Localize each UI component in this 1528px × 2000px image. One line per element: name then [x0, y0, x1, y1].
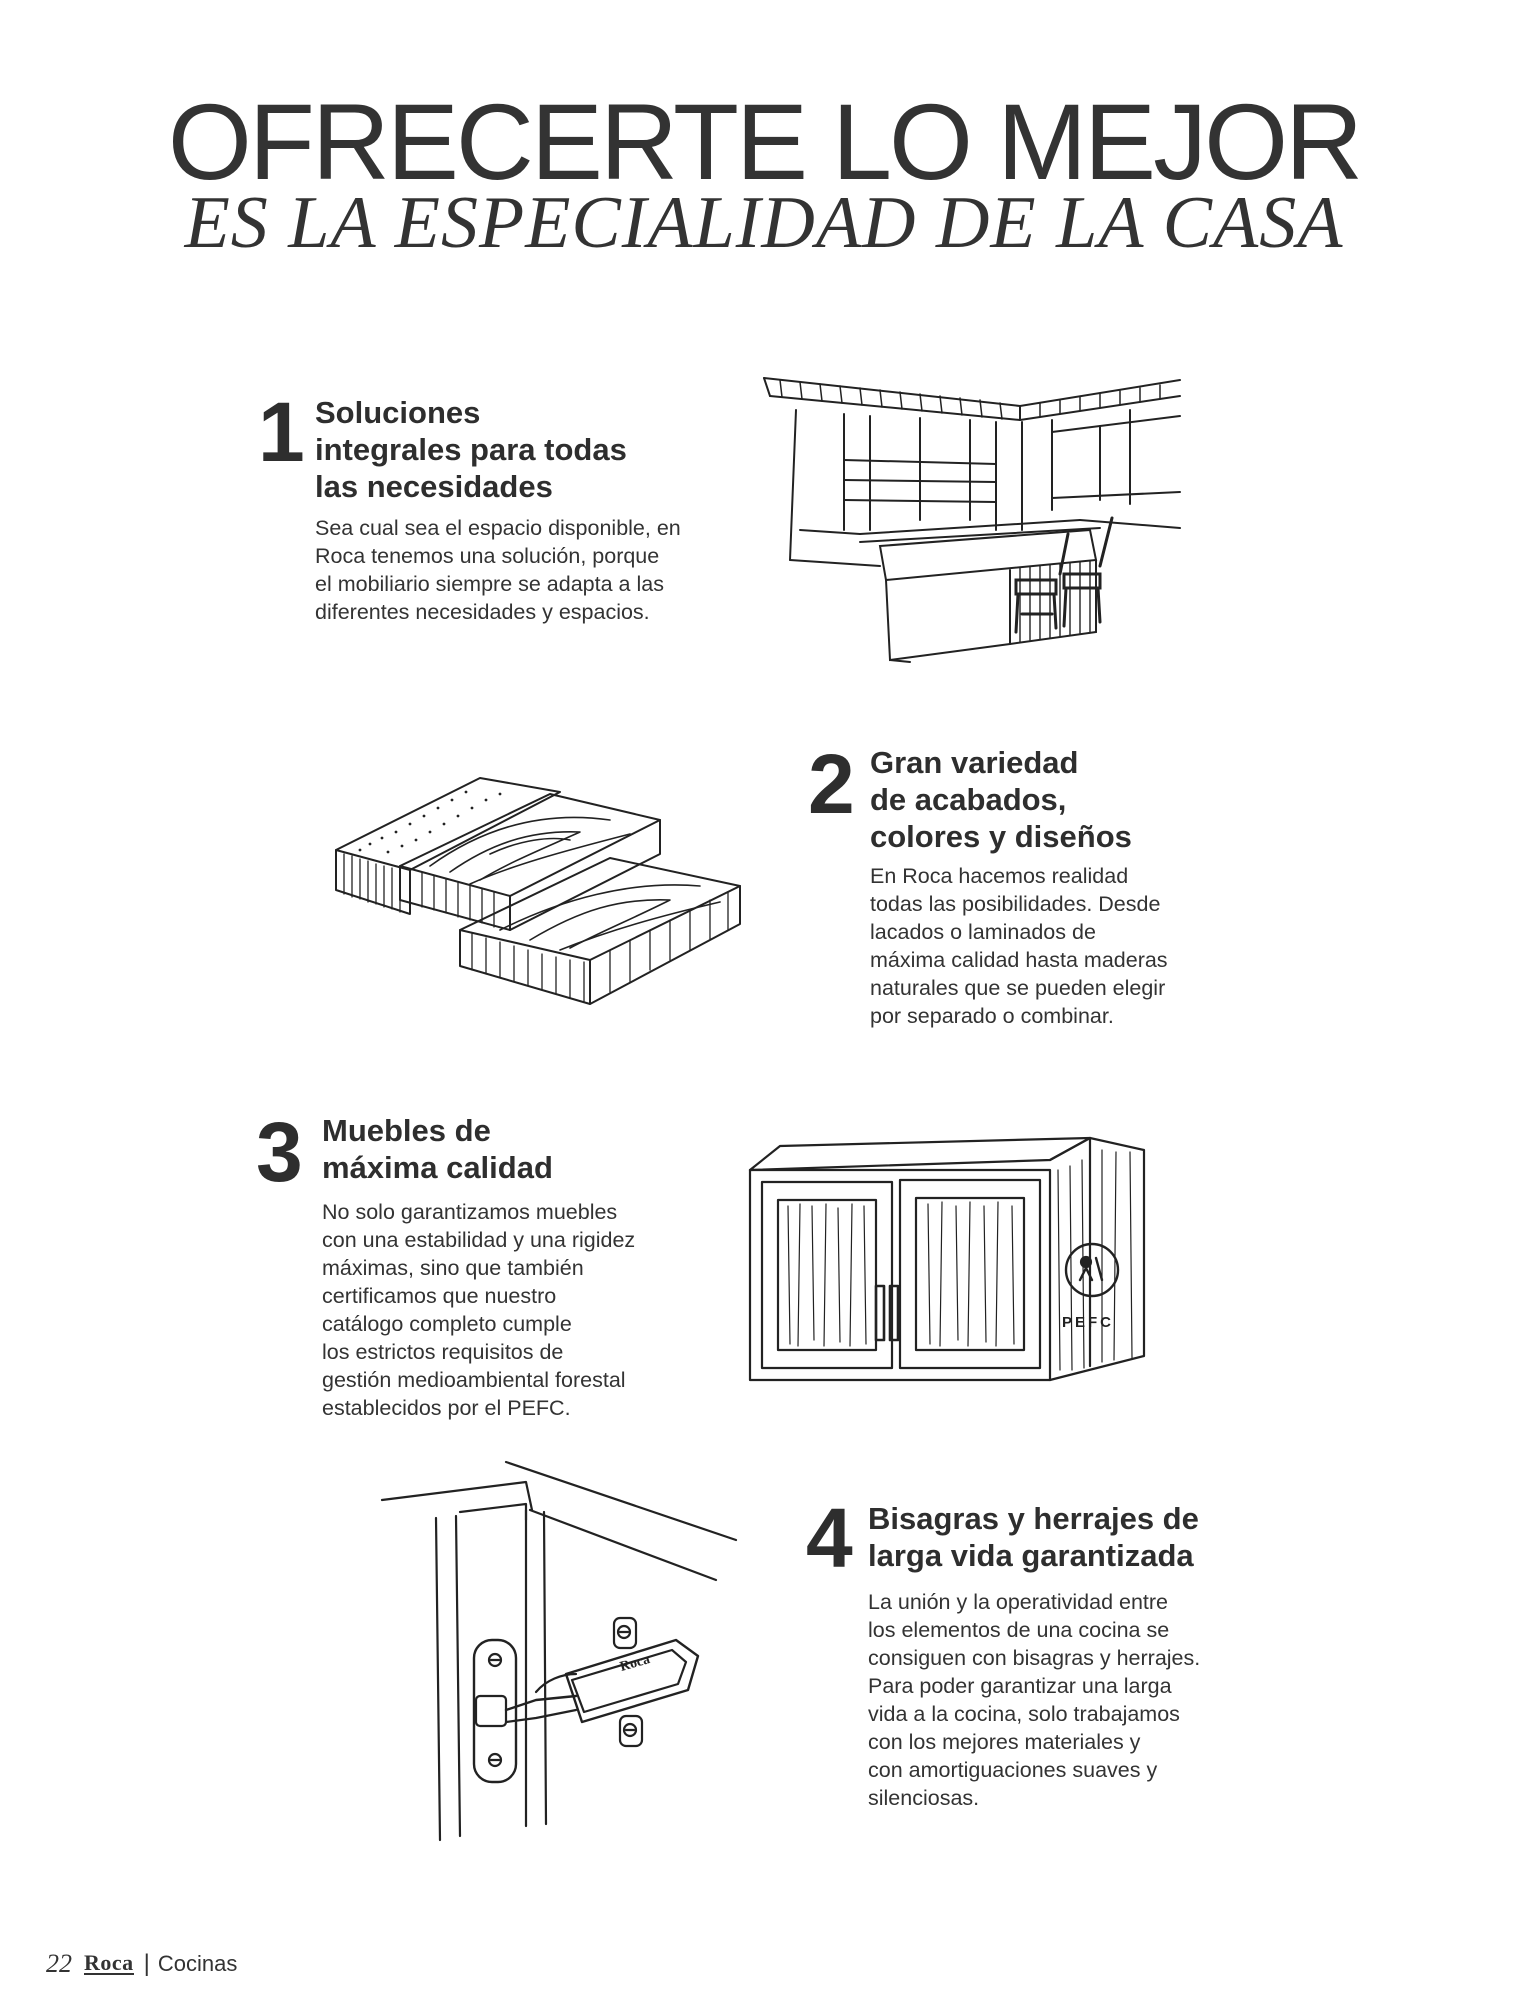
body-line: silenciosas.	[868, 1786, 980, 1810]
body-line: máximas, sino que también	[322, 1256, 584, 1280]
body-line: Sea cual sea el espacio disponible, en	[315, 516, 681, 540]
body-line: los elementos de una cocina se	[868, 1618, 1170, 1642]
body-line: gestión medioambiental forestal	[322, 1368, 626, 1392]
body-line: lacados o laminados de	[870, 920, 1096, 944]
feature-number: 3	[256, 1105, 301, 1199]
page-footer	[46, 1948, 237, 1980]
page-subtitle: ES LA ESPECIALIDAD DE LA CASA	[184, 182, 1344, 264]
roca-logo: Roca	[84, 1950, 134, 1975]
pefc-badge: PEFC	[1062, 1314, 1115, 1331]
heading-line: colores y diseños	[870, 819, 1132, 854]
heading-line: integrales para todas	[315, 432, 627, 467]
kitchen-sketch-illustration	[760, 370, 1200, 670]
footer-separator: |	[143, 1950, 150, 1977]
body-line: Roca tenemos una solución, porque	[315, 544, 660, 568]
body-line: el mobiliario siempre se adapta a las	[315, 572, 664, 596]
feature-body	[315, 514, 681, 626]
body-line: naturales que se pueden elegir	[870, 976, 1166, 1000]
feature-heading	[322, 1112, 553, 1186]
feature-heading	[870, 744, 1132, 855]
feature-4	[806, 1491, 1286, 1840]
page-number: 22	[46, 1949, 72, 1978]
wood-panels-sketch-illustration	[330, 770, 750, 1030]
feature-3	[256, 1105, 716, 1432]
feature-body	[322, 1198, 635, 1422]
body-line: diferentes necesidades y espacios.	[315, 600, 650, 624]
body-line: todas las posibilidades. Desde	[870, 892, 1161, 916]
heading-line: Bisagras y herrajes de	[868, 1501, 1199, 1536]
feature-2	[808, 737, 1248, 1044]
body-line: No solo garantizamos muebles	[322, 1200, 618, 1224]
heading-line: Soluciones	[315, 395, 481, 430]
hinge-sketch-illustration	[376, 1460, 746, 1850]
body-line: por separado o combinar.	[870, 1004, 1114, 1028]
feature-heading	[868, 1500, 1199, 1574]
body-line: La unión y la operatividad entre	[868, 1590, 1169, 1614]
body-line: con los mejores materiales y	[868, 1730, 1141, 1754]
feature-1	[258, 385, 738, 634]
body-line: certificamos que nuestro	[322, 1284, 557, 1308]
body-line: catálogo completo cumple	[322, 1312, 572, 1336]
body-line: Para poder garantizar una larga	[868, 1674, 1172, 1698]
feature-body	[870, 862, 1168, 1030]
feature-heading	[315, 394, 627, 505]
feature-body	[868, 1588, 1200, 1812]
heading-line: de acabados,	[870, 782, 1067, 817]
heading-line: máxima calidad	[322, 1150, 553, 1185]
body-line: los estrictos requisitos de	[322, 1340, 564, 1364]
body-line: con una estabilidad y una rigidez	[322, 1228, 636, 1252]
body-line: máxima calidad hasta maderas	[870, 948, 1168, 972]
feature-number: 1	[258, 385, 303, 479]
body-line: con amortiguaciones suaves y	[868, 1758, 1158, 1782]
body-line: establecidos por el PEFC.	[322, 1396, 571, 1420]
heading-line: las necesidades	[315, 469, 553, 504]
body-line: En Roca hacemos realidad	[870, 864, 1129, 888]
heading-line: Gran variedad	[870, 745, 1079, 780]
page-title: OFRECERTE LO MEJOR	[167, 81, 1361, 202]
roca-hinge-badge: Roca	[618, 1652, 652, 1675]
heading-line: Muebles de	[322, 1113, 491, 1148]
body-line: vida a la cocina, solo trabajamos	[868, 1702, 1180, 1726]
feature-number: 2	[808, 737, 853, 831]
heading-line: larga vida garantizada	[868, 1538, 1194, 1573]
feature-number: 4	[806, 1491, 851, 1585]
body-line: consiguen con bisagras y herrajes.	[868, 1646, 1201, 1670]
section-name: Cocinas	[157, 1951, 238, 1976]
cabinet-sketch-illustration	[740, 1130, 1160, 1390]
